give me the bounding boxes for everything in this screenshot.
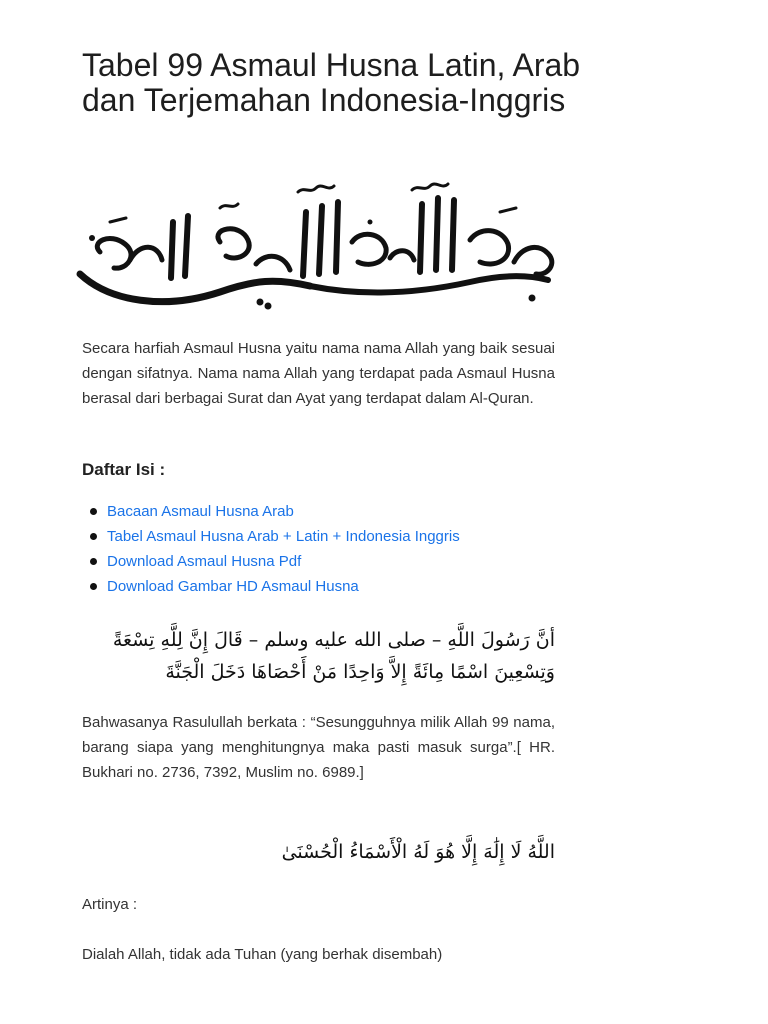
toc-item [82,499,460,524]
verse-arabic: اللَّهُ لَا إِلَٰهَ إِلَّا هُوَ لَهُ الْأَسْمَاءُ الْحُسْنَىٰ [281,841,555,863]
page-title: Tabel 99 Asmaul Husna Latin, Arab dan Terjemahan Indonesia-Inggris [82,47,581,118]
hadith-translation: Bahwasanya Rasulullah berkata : “Sesungguhnya milik Allah 99 nama, barang siapa yang menghitungnya maka pasti masuk surga”.[ HR. Bukhari no. 2736, 7392, Muslim no. 6989.] [82,714,555,781]
hadith-arabic-line-2: وَتِسْعِينَ اسْمًا مِائَةً إِلاَّ وَاحِدًا مَنْ أَحْصَاهَا دَخَلَ الْجَنَّةَ [165,661,555,683]
toc-link-download-pdf[interactable]: Download Asmaul Husna Pdf [107,553,302,570]
table-of-contents [82,499,460,599]
toc-link-bacaan-arab[interactable]: Bacaan Asmaul Husna Arab [107,503,294,520]
meaning-paragraph: Dialah Allah, tidak ada Tuhan (yang berhak disembah) [82,946,443,963]
intro-paragraph: Secara harfiah Asmaul Husna yaitu nama nama Allah yang baik sesuai dengan sifatnya. Nama nama Allah yang terdapat pada Asmaul Husna berasal dari berbagai Surat dan Ayat yang terdapat dalam Al-Quran. [82,340,555,407]
toc-heading: Daftar Isi : [82,460,166,479]
basmala-calligraphy-image [70,182,565,322]
toc-item [82,524,460,549]
toc-item [82,549,460,574]
toc-link-download-gambar[interactable]: Download Gambar HD Asmaul Husna [107,578,359,595]
toc-item [82,574,460,599]
artinya-label: Artinya : [82,896,138,913]
hadith-arabic-line-1: أنَّ رَسُولَ اللَّهِ – صلى الله عليه وسلم – قَالَ إِنَّ لِلَّهِ تِسْعَةً [112,629,555,651]
toc-link-tabel[interactable]: Tabel Asmaul Husna Arab + Latin + Indonesia Inggris [107,528,460,545]
